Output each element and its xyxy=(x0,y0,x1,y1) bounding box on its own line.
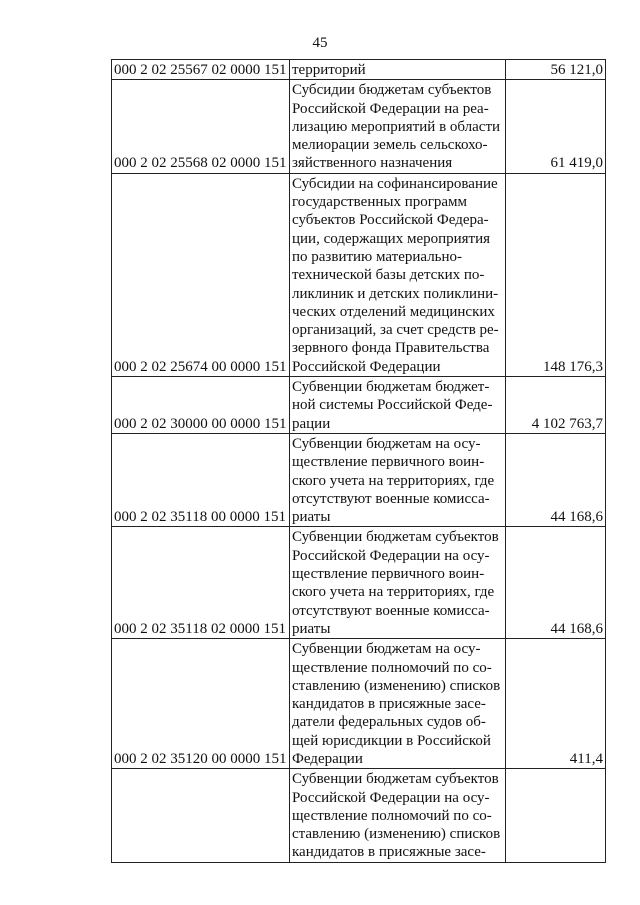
table-row xyxy=(112,377,606,434)
description-cell: Субсидии бюджетам субъектов Российской Федерации на реа- лизацию мероприятий в области мелиорации земель сельскохо- зяйственного назначения xyxy=(290,80,506,173)
description-cell: территорий xyxy=(290,60,506,80)
budget-code-cell: 000 2 02 30000 00 0000 151 xyxy=(112,377,290,434)
budget-code-cell: 000 2 02 25674 00 0000 151 xyxy=(112,173,290,376)
description-cell: Субвенции бюджетам субъектов Российской Федерации на осу- ществление первичного воин- ского учета на территориях, где отсутствуют военные комисса- риаты xyxy=(290,527,506,639)
amount-cell: 44 168,6 xyxy=(506,527,606,639)
table-row xyxy=(112,433,606,526)
table-body xyxy=(112,60,606,863)
description-cell: Субвенции бюджетам на осу- ществление полномочий по со- ставлению (изменению) списков кандидатов в присяжные засе- датели федеральных судов об- щей юрисдикции в Российской Федерации xyxy=(290,639,506,769)
amount-cell: 44 168,6 xyxy=(506,433,606,526)
table-row xyxy=(112,527,606,639)
amount-cell: 61 419,0 xyxy=(506,80,606,173)
budget-code-cell: 000 2 02 35118 00 0000 151 xyxy=(112,433,290,526)
description-cell: Субвенции бюджетам на осу- ществление первичного воин- ского учета на территориях, где отсутствуют военные комисса- риаты xyxy=(290,433,506,526)
amount-cell: 4 102 763,7 xyxy=(506,377,606,434)
description-cell: Субсидии на софинансирование государственных программ субъектов Российской Федера- ции, содержащих мероприятия по развитию материально- технической базы детских по- ликлиник и детских поликлини- ческих отделений медицинских организаций, за счет средств ре- зервного фонда Правительства Российской Федерации xyxy=(290,173,506,376)
table-row xyxy=(112,639,606,769)
amount-cell: 411,4 xyxy=(506,639,606,769)
table-row xyxy=(112,769,606,862)
budget-code-cell: 000 2 02 35118 02 0000 151 xyxy=(112,527,290,639)
table-row xyxy=(112,80,606,173)
amount-cell xyxy=(506,769,606,862)
amount-cell: 148 176,3 xyxy=(506,173,606,376)
budget-code-cell: 000 2 02 25567 02 0000 151 xyxy=(112,60,290,80)
budget-code-cell: 000 2 02 35120 00 0000 151 xyxy=(112,639,290,769)
table-row xyxy=(112,173,606,376)
table-row xyxy=(112,60,606,80)
description-cell: Субвенции бюджетам субъектов Российской Федерации на осу- ществление полномочий по со- ставлению (изменению) списков кандидатов в присяжные засе- xyxy=(290,769,506,862)
budget-code-cell xyxy=(112,769,290,862)
page-number: 45 xyxy=(312,35,328,51)
amount-cell: 56 121,0 xyxy=(506,60,606,80)
description-cell: Субвенции бюджетам бюджет- ной системы Российской Феде- рации xyxy=(290,377,506,434)
budget-revenue-table xyxy=(111,59,606,863)
budget-code-cell: 000 2 02 25568 02 0000 151 xyxy=(112,80,290,173)
